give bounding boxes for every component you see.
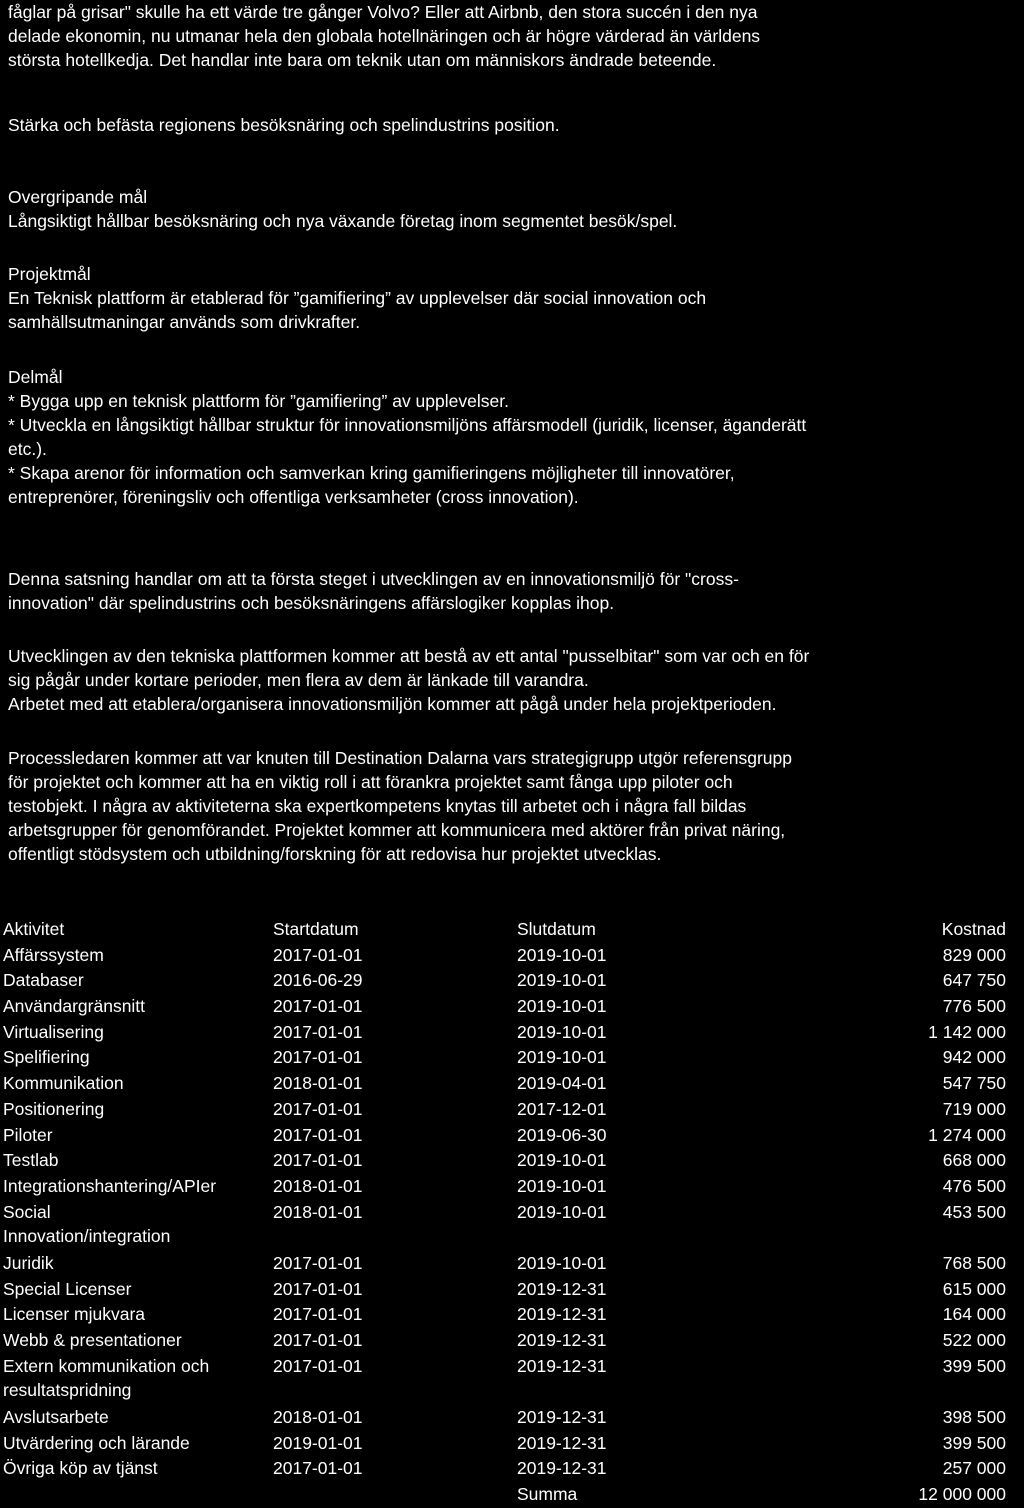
table-row xyxy=(3,1405,1008,1431)
end-date-cell: 2019-06-30 xyxy=(517,1124,607,1145)
cost-cell: 398 500 xyxy=(942,1407,1006,1428)
table-row xyxy=(3,1071,1008,1097)
column-header-cost: Kostnad xyxy=(941,919,1006,939)
start-date-cell: 2018-01-01 xyxy=(273,1073,363,1094)
start-date-cell: 2017-01-01 xyxy=(273,1330,363,1351)
activity-cell: Användargränsnitt xyxy=(3,996,146,1017)
activity-cell: Virtualisering xyxy=(3,1021,104,1042)
end-date-cell: 2019-10-01 xyxy=(517,944,607,965)
start-date-cell: 2017-01-01 xyxy=(273,944,363,965)
overall-goal-section xyxy=(8,185,1020,233)
start-date-cell: 2017-01-01 xyxy=(273,996,363,1017)
sub-goal-item: * Skapa arenor för information och samverkan kring gamifieringens möjligheter till innovatörer, entreprenörer, föreningsliv och offentliga verksamheter (cross innovation). xyxy=(8,463,735,507)
cost-cell: 1 274 000 xyxy=(928,1124,1006,1145)
project-goal-text: En Teknisk plattform är etablerad för ”gamifiering” av upplevelser där social innovation och samhällsutmaningar används som drivkrafter. xyxy=(8,288,707,332)
body-paragraph: Processledaren kommer att var knuten till Destination Dalarna vars strategigrupp utgör referensgrupp för projektet och kommer att ha en viktig roll i att förankra projektet samt fånga upp piloter och testobjekt. I några av aktiviteterna ska expertkompetens knytas till arbetet och i några fall bildas arbetsgrupper för genomförandet. Projektet kommer att kommunicera med aktörer från privat näring, offentligt stödsystem och utbildning/forskning för att redovisa hur projektet utvecklas. xyxy=(8,748,792,864)
sub-goal-item: * Utveckla en långsiktigt hållbar struktur för innovationsmiljöns affärsmodell (juridik, licenser, äganderätt etc.). xyxy=(8,415,807,459)
activity-cell: Utvärdering och lärande xyxy=(3,1432,190,1453)
activity-cell: Extern kommunikation och resultatspridning xyxy=(3,1355,210,1400)
end-date-cell: 2019-12-31 xyxy=(517,1304,607,1325)
table-sum-row xyxy=(8,1482,1008,1508)
cost-cell: 476 500 xyxy=(942,1175,1006,1196)
table-row xyxy=(3,1431,1008,1457)
end-date-cell: 2019-10-01 xyxy=(517,970,607,991)
activity-cell: Testlab xyxy=(3,1150,59,1171)
start-date-cell: 2017-01-01 xyxy=(273,1021,363,1042)
table-header-row xyxy=(3,917,1008,943)
table-row xyxy=(3,1123,1008,1149)
table-row xyxy=(3,1354,1008,1405)
cost-cell: 615 000 xyxy=(942,1278,1006,1299)
cost-cell: 668 000 xyxy=(942,1150,1006,1171)
activity-cell: Special Licenser xyxy=(3,1278,132,1299)
cost-cell: 547 750 xyxy=(942,1073,1006,1094)
table-row xyxy=(3,1045,1008,1071)
cost-cell: 942 000 xyxy=(942,1047,1006,1068)
table-row xyxy=(3,1097,1008,1123)
activity-cell: Spelifiering xyxy=(3,1047,90,1068)
activity-cell: Övriga köp av tjänst xyxy=(3,1458,158,1479)
start-date-cell: 2017-01-01 xyxy=(273,1458,363,1479)
cost-cell: 768 500 xyxy=(942,1252,1006,1273)
sub-goals-heading: Delmål xyxy=(8,367,63,387)
activity-cell: Juridik xyxy=(3,1252,54,1273)
table-row xyxy=(3,1328,1008,1354)
start-date-cell: 2017-01-01 xyxy=(273,1355,363,1376)
activity-cell: Kommunikation xyxy=(3,1073,124,1094)
column-header-end-date: Slutdatum xyxy=(517,919,596,939)
activity-cost-table xyxy=(3,917,1008,1508)
body-paragraph: Denna satsning handlar om att ta första steget i utvecklingen av en innovationsmiljö för "cross- innovation" där spelindustrins och besöksnäringens affärslogiker kopplas ihop. xyxy=(8,569,739,613)
activity-cell: Databaser xyxy=(3,970,84,991)
intro-paragraph: fåglar på grisar" skulle ha ett värde tre gånger Volvo? Eller att Airbnb, den stora succén i den nya delade ekonomin, nu utmanar hela den globala hotellnäringen och är högre värderad än världens största hotellkedja. Det handlar inte bara om teknik utan om människors ändrade beteende. xyxy=(8,2,761,70)
body-paragraph: Utvecklingen av den tekniska plattformen kommer att bestå av ett antal "pusselbitar" som var och en för sig pågår under kortare perioder, men flera av dem är länkade till varandra. Arbetet med att etablera/organisera innovationsmiljön kommer att pågå under hela projektperioden. xyxy=(8,646,810,714)
end-date-cell: 2019-10-01 xyxy=(517,1021,607,1042)
cost-cell: 647 750 xyxy=(942,970,1006,991)
sum-label: Summa xyxy=(517,1484,578,1505)
table-row xyxy=(3,1200,1008,1251)
cost-cell: 399 500 xyxy=(942,1432,1006,1453)
overall-goal-text: Långsiktigt hållbar besöksnäring och nya växande företag inom segmentet besök/spel. xyxy=(8,211,678,231)
table-row xyxy=(3,1456,1008,1482)
table-row xyxy=(3,1020,1008,1046)
activity-cell: Avslutsarbete xyxy=(3,1407,109,1428)
start-date-cell: 2019-01-01 xyxy=(273,1432,363,1453)
cost-cell: 1 142 000 xyxy=(928,1021,1006,1042)
start-date-cell: 2017-01-01 xyxy=(273,1252,363,1273)
sub-goals-section xyxy=(8,365,1020,509)
start-date-cell: 2017-01-01 xyxy=(273,1098,363,1119)
table-row xyxy=(3,1174,1008,1200)
end-date-cell: 2019-10-01 xyxy=(517,1150,607,1171)
start-date-cell: 2017-01-01 xyxy=(273,1047,363,1068)
start-date-cell: 2017-01-01 xyxy=(273,1150,363,1171)
end-date-cell: 2019-12-31 xyxy=(517,1355,607,1376)
end-date-cell: 2019-10-01 xyxy=(517,1252,607,1273)
start-date-cell: 2017-01-01 xyxy=(273,1304,363,1325)
project-goal-heading: Projektmål xyxy=(8,264,91,284)
start-date-cell: 2016-06-29 xyxy=(273,970,363,991)
table-row xyxy=(3,1277,1008,1303)
table-row xyxy=(3,968,1008,994)
end-date-cell: 2019-10-01 xyxy=(517,1201,607,1222)
end-date-cell: 2019-12-31 xyxy=(517,1432,607,1453)
sum-value: 12 000 000 xyxy=(918,1484,1006,1505)
table-row xyxy=(3,1148,1008,1174)
table-row xyxy=(3,1302,1008,1328)
end-date-cell: 2019-12-31 xyxy=(517,1330,607,1351)
table-row xyxy=(3,1251,1008,1277)
end-date-cell: 2019-10-01 xyxy=(517,1047,607,1068)
cost-cell: 164 000 xyxy=(942,1304,1006,1325)
end-date-cell: 2019-12-31 xyxy=(517,1458,607,1479)
end-date-cell: 2019-10-01 xyxy=(517,1175,607,1196)
start-date-cell: 2017-01-01 xyxy=(273,1278,363,1299)
aim-statement: Stärka och befästa regionens besöksnäring och spelindustrins position. xyxy=(8,115,560,135)
cost-cell: 399 500 xyxy=(942,1355,1006,1376)
start-date-cell: 2018-01-01 xyxy=(273,1407,363,1428)
activity-cell: Licenser mjukvara xyxy=(3,1304,145,1325)
cost-cell: 453 500 xyxy=(942,1201,1006,1222)
table-row xyxy=(3,994,1008,1020)
end-date-cell: 2019-12-31 xyxy=(517,1407,607,1428)
cost-cell: 829 000 xyxy=(942,944,1006,965)
cost-cell: 257 000 xyxy=(942,1458,1006,1479)
overall-goal-heading: Overgripande mål xyxy=(8,187,148,207)
end-date-cell: 2017-12-01 xyxy=(517,1098,607,1119)
start-date-cell: 2018-01-01 xyxy=(273,1201,363,1222)
activity-cell: Positionering xyxy=(3,1098,105,1119)
project-goal-section xyxy=(8,262,1020,334)
end-date-cell: 2019-04-01 xyxy=(517,1073,607,1094)
start-date-cell: 2018-01-01 xyxy=(273,1175,363,1196)
end-date-cell: 2019-12-31 xyxy=(517,1278,607,1299)
activity-cell: Piloter xyxy=(3,1124,53,1145)
activity-cell: Integrationshantering/APIer xyxy=(3,1175,217,1196)
cost-cell: 719 000 xyxy=(942,1098,1006,1119)
column-header-activity: Aktivitet xyxy=(3,919,65,939)
end-date-cell: 2019-10-01 xyxy=(517,996,607,1017)
activity-cell: Affärssystem xyxy=(3,944,104,965)
table-row xyxy=(3,943,1008,969)
sub-goal-item: * Bygga upp en teknisk plattform för ”gamifiering” av upplevelser. xyxy=(8,391,509,411)
start-date-cell: 2017-01-01 xyxy=(273,1124,363,1145)
cost-cell: 776 500 xyxy=(942,996,1006,1017)
activity-cell: Social Innovation/integration xyxy=(3,1201,171,1246)
column-header-start-date: Startdatum xyxy=(273,919,359,939)
activity-cell: Webb & presentationer xyxy=(3,1330,182,1351)
cost-cell: 522 000 xyxy=(942,1330,1006,1351)
table-body xyxy=(3,943,1008,1482)
